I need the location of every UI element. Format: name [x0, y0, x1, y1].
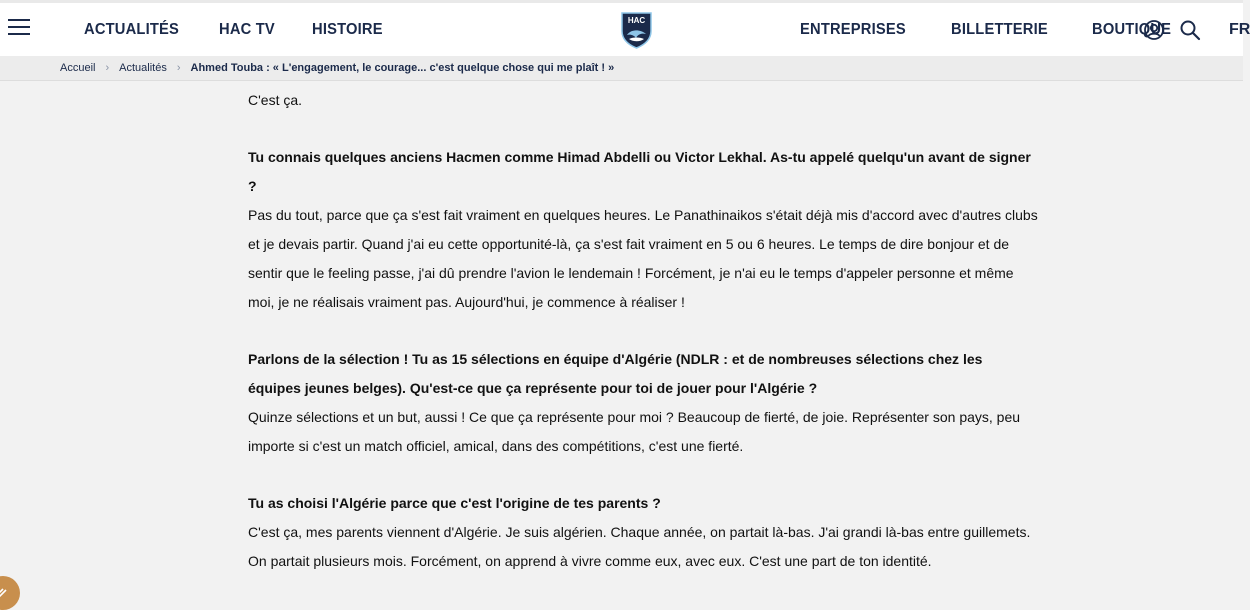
answer-paragraph: C'est ça. — [248, 92, 303, 108]
breadcrumb-current: Ahmed Touba : « L'engagement, le courage... c'est quelque chose qui me plaît ! » — [190, 62, 615, 74]
answer-paragraph: Pas du tout, parce que ça s'est fait vraiment en quelques heures. Le Panathinaikos s'était déjà mis d'accord avec d'autres clubs et je devais partir. Quand j'ai eu cette opportunité-là, ça s'est fait vraiment en 5 ou 6 heures. Le temps de dire bonjour et de sentir que le feeling passe, j'ai dû prendre l'avion le lendemain ! Forcément, je n'ai eu le temps d'appeler personne et même moi, je ne réalisais vraiment pas. Aujourd'hui, je commence à réaliser ! — [248, 207, 1038, 310]
breadcrumb — [0, 56, 1243, 81]
nav-actualites[interactable]: ACTUALITÉS — [84, 21, 180, 38]
chevron-right-icon: › — [105, 62, 110, 74]
nav-hac-tv[interactable]: HAC TV — [219, 21, 276, 38]
breadcrumb-news[interactable]: Actualités — [119, 62, 167, 74]
language-selector[interactable]: FR — [1229, 21, 1250, 38]
nav-entreprises[interactable]: ENTREPRISES — [800, 21, 906, 38]
main-nav-left — [84, 21, 389, 39]
question-paragraph: Parlons de la sélection ! Tu as 15 sélections en équipe d'Algérie (NDLR : et de nombreuses sélections chez les équipes jeunes belges). Qu'est-ce que ça représente pour toi de jouer pour l'Algérie ? — [248, 351, 983, 396]
hac-logo[interactable] — [620, 11, 653, 49]
chevron-right-icon: › — [176, 62, 181, 74]
user-icon[interactable] — [1143, 19, 1165, 41]
menu-icon[interactable] — [8, 19, 32, 37]
answer-paragraph: Quinze sélections et un but, aussi ! Ce que ça représente pour moi ? Beaucoup de fierté, de joie. Représenter son pays, peu importe si c'est un match officiel, amical, dans des compétitions, c'est une fierté. — [248, 409, 1021, 454]
main-nav-right — [800, 21, 1178, 39]
logo-text: HAC — [627, 16, 646, 25]
answer-paragraph: C'est ça, mes parents viennent d'Algérie. Je suis algérien. Chaque année, on partait là-bas. J'ai grandi là-bas entre guillemets. On partait plusieurs mois. Forcément, on apprend à vivre comme eux, avec eux. C'est une part de ton identité. — [248, 524, 1031, 569]
question-paragraph: Tu as choisi l'Algérie parce que c'est l'origine de tes parents ? — [248, 495, 661, 511]
article-body — [248, 86, 1038, 576]
nav-histoire[interactable]: HISTOIRE — [312, 21, 383, 38]
nav-boutique[interactable]: BOUTIQUE — [1092, 21, 1172, 38]
search-icon[interactable] — [1179, 19, 1201, 41]
cookie-settings-icon[interactable] — [0, 576, 20, 610]
breadcrumb-home[interactable]: Accueil — [60, 62, 96, 74]
site-header — [0, 0, 1250, 56]
question-paragraph: Tu connais quelques anciens Hacmen comme Himad Abdelli ou Victor Lekhal. As-tu appelé quelqu'un avant de signer ? — [248, 149, 1031, 194]
nav-billetterie[interactable]: BILLETTERIE — [951, 21, 1049, 38]
